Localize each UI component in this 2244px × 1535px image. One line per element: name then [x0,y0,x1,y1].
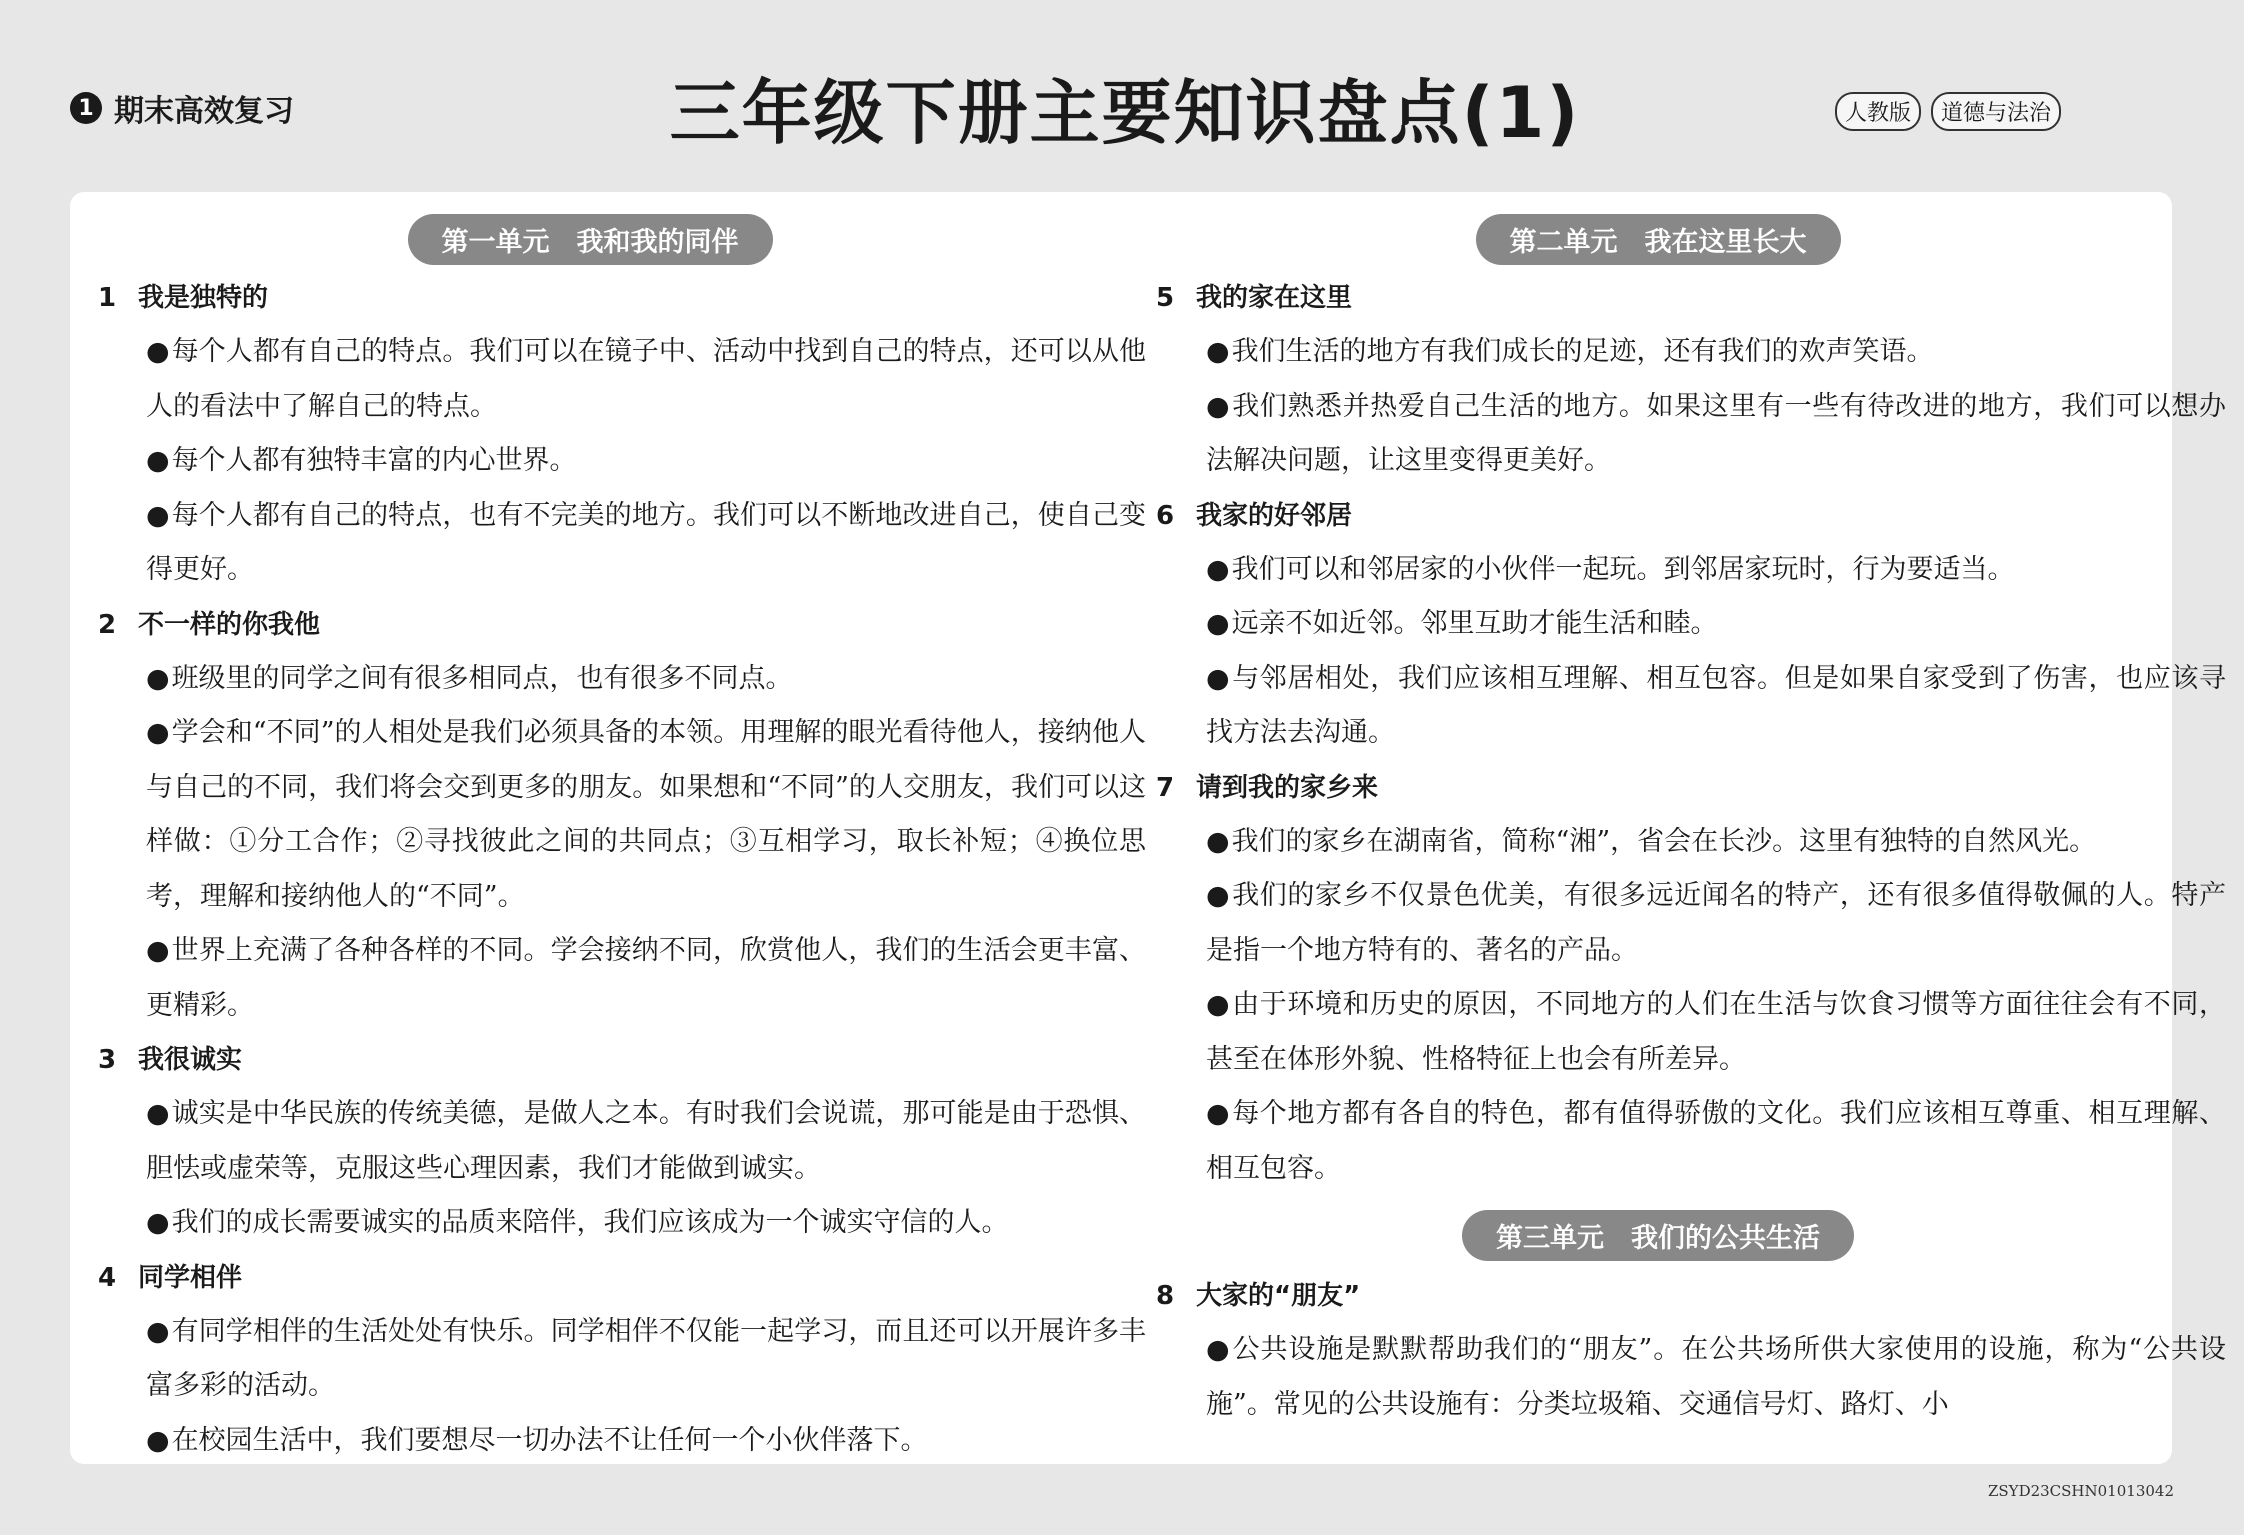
paragraph: ●每个地方都有各自的特色，都有值得骄傲的文化。我们应该相互尊重、相互理解、相互包容。 [1206,1098,2227,1184]
paragraph: ●我们熟悉并热爱自己生活的地方。如果这里有一些有待改进的地方，我们可以想办法解决问题，让这里变得更美好。 [1206,390,2227,476]
section-title: 我是独特的 [138,283,269,313]
section-heading [1156,271,2178,325]
section-heading [1156,761,2178,815]
subject-badge: 道德与法治 [1931,92,2061,131]
paragraph: ●我们的家乡不仅景色优美，有很多远近闻名的特产，还有很多值得敬佩的人。特产是指一个地方特有的、著名的产品。 [1206,880,2227,966]
paragraph: ●世界上充满了各种各样的不同。学会接纳不同，欣赏他人，我们的生活会更丰富、更精彩。 [146,935,1147,1021]
section-title: 不一样的你我他 [138,609,321,640]
section-title: 同学相伴 [138,1262,243,1293]
paragraph: ●在校园生活中，我们要想尽一切办法不让任何一个小伙伴落下。 [146,1424,928,1456]
paragraph: ●公共设施是默默帮助我们的“朋友”。在公共场所供大家使用的设施，称为“公共设施”。常见的公共设施有：分类垃圾箱、交通信号灯、路灯、小 [1206,1334,2226,1420]
section-number: 6 [1156,500,1175,531]
left-column [70,192,1147,1468]
section-heading [98,1251,1110,1305]
paragraph: ●每个人都有自己的特点。我们可以在镜子中、活动中找到自己的特点，还可以从他人的看法中了解自己的特点。 [146,336,1147,422]
unit-3-title: 第三单元 我们的公共生活 [1462,1210,1854,1261]
section-number: 3 [98,1045,117,1075]
section-title: 大家的“朋友” [1196,1281,1361,1311]
footer-code: ZSYD23CSHN01013042 [1987,1482,2174,1500]
right-column [1138,192,2227,1432]
paragraph: ●有同学相伴的生活处处有快乐。同学相伴不仅能一起学习，而且还可以开展许多丰富多彩的活动。 [146,1315,1147,1401]
header-left-label [70,86,294,130]
section-title: 请到我的家乡来 [1196,772,1379,803]
section-title: 我家的好邻居 [1196,500,1353,531]
paragraph: ●由于环境和历史的原因，不同地方的人们在生活与饮食习惯等方面往往会有不同，甚至在体形外貌、性格特征上也会有所差异。 [1206,989,2227,1075]
unit-2-title: 第二单元 我在这里长大 [1476,214,1841,265]
page-title: 三年级下册主要知识盘点(1) [669,72,1581,154]
section-heading [98,1033,1110,1087]
number-badge: 1 [70,92,102,124]
review-label: 期末高效复习 [114,94,294,129]
paragraph: ●每个人都有独特丰富的内心世界。 [146,445,577,476]
section-heading [1156,489,2178,543]
paragraph: ●每个人都有自己的特点，也有不完美的地方。我们可以不断地改进自己，使自己变得更好。 [146,499,1147,585]
section-title: 我很诚实 [138,1045,243,1075]
section-number: 1 [98,283,117,313]
section-number: 5 [1156,283,1175,313]
section-number: 2 [98,609,117,640]
section-number: 4 [98,1262,117,1293]
content-panel [70,192,2227,1464]
paragraph: ●学会和“不同”的人相处是我们必须具备的本领。用理解的眼光看待他人，接纳他人与自己的不同，我们将会交到更多的朋友。如果想和“不同”的人交朋友，我们可以这样做：①分工合作；②寻找彼此之间的共同点；③互相学习，取长补短；④换位思考，理解和接纳他人的“不同”。 [146,717,1146,912]
section-heading [98,271,1110,325]
section-title: 我的家在这里 [1196,283,1353,313]
paragraph: ●诚实是中华民族的传统美德，是做人之本。有时我们会说谎，那可能是由于恐惧、胆怯或虚荣等，克服这些心理因素，我们才能做到诚实。 [146,1098,1147,1184]
section-number: 7 [1156,772,1175,803]
paragraph: ●我们生活的地方有我们成长的足迹，还有我们的欢声笑语。 [1206,336,1934,367]
paragraph: ●远亲不如近邻。邻里互助才能生活和睦。 [1206,608,1718,639]
edition-badges [1835,92,2061,131]
unit-1-title: 第一单元 我和我的同伴 [408,214,773,265]
paragraph: ●我们的家乡在湖南省，简称“湘”，省会在长沙。这里有独特的自然风光。 [1206,825,2097,857]
edition-badge: 人教版 [1835,92,1921,131]
paragraph: ●我们可以和邻居家的小伙伴一起玩。到邻居家玩时，行为要适当。 [1206,553,2015,585]
paragraph: ●与邻居相处，我们应该相互理解、相互包容。但是如果自家受到了伤害，也应该寻找方法去沟通。 [1206,662,2227,748]
section-heading [98,598,1110,652]
section-number: 8 [1156,1281,1175,1311]
paragraph: ●班级里的同学之间有很多相同点，也有很多不同点。 [146,662,793,694]
paragraph: ●我们的成长需要诚实的品质来陪伴，我们应该成为一个诚实守信的人。 [146,1207,1009,1238]
section-heading [1156,1269,2178,1323]
